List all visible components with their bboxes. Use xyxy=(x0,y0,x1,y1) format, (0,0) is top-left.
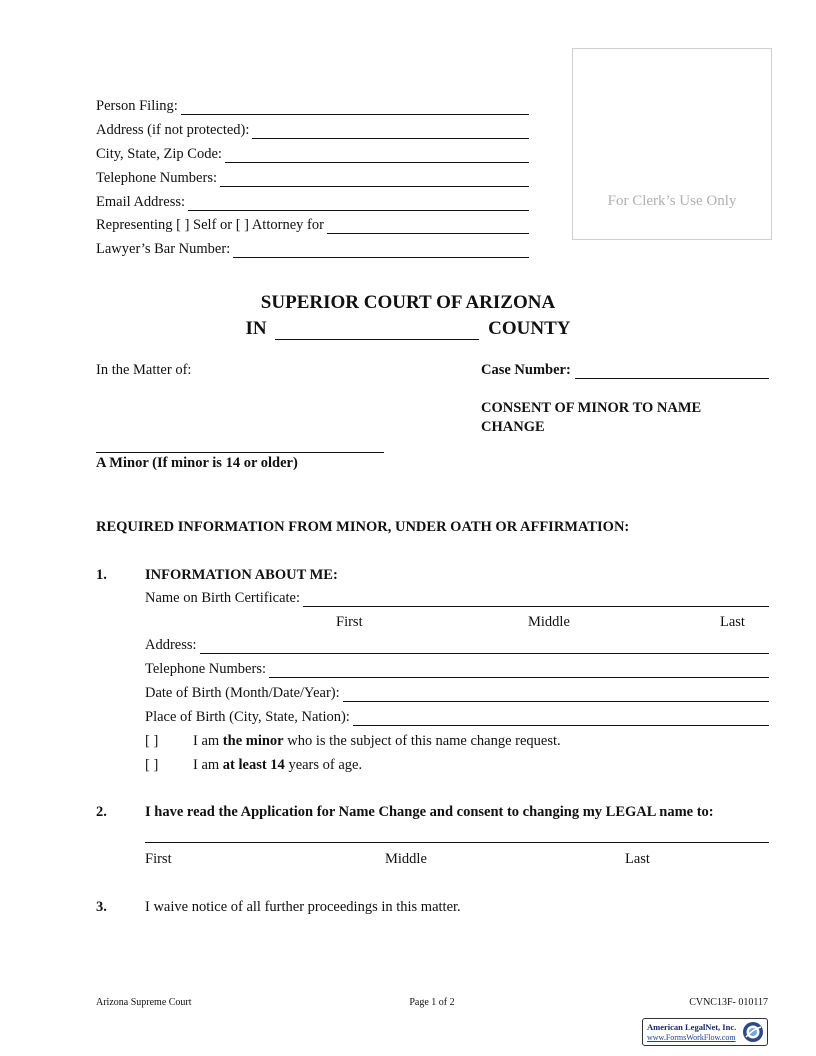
s2-first-label: First xyxy=(145,851,172,867)
new-legal-name-field[interactable] xyxy=(145,842,769,843)
pob-row xyxy=(145,708,769,726)
bar-number-row xyxy=(96,240,529,258)
pob-label: Place of Birth (City, State, Nation): xyxy=(145,709,350,725)
section3-number: 3. xyxy=(96,899,107,915)
legalnet-badge[interactable] xyxy=(642,1018,768,1046)
county-suffix: COUNTY xyxy=(488,318,571,339)
telephone-label: Telephone Numbers: xyxy=(96,170,217,186)
representing-label: Representing [ ] Self or [ ] Attorney for xyxy=(96,217,324,233)
bar-number-label: Lawyer’s Bar Number: xyxy=(96,241,231,257)
dob-label: Date of Birth (Month/Date/Year): xyxy=(145,685,340,701)
badge-company: American LegalNet, Inc. xyxy=(647,1022,737,1032)
telephone-row xyxy=(96,169,529,187)
address-label: Address (if not protected): xyxy=(96,122,250,138)
case-number-row xyxy=(481,361,769,379)
section2-number: 2. xyxy=(96,804,107,820)
county-line xyxy=(0,318,816,340)
person-filing-row xyxy=(96,97,529,115)
section2-text: I have read the Application for Name Change and consent to changing my LEGAL name to: xyxy=(145,804,714,820)
checkbox-minor[interactable]: [ ] xyxy=(145,733,159,749)
city-state-zip-label: City, State, Zip Code: xyxy=(96,146,222,162)
city-state-zip-row xyxy=(96,145,529,163)
s1-phone-field[interactable] xyxy=(269,663,769,678)
email-label: Email Address: xyxy=(96,194,186,210)
footer-page: Page 1 of 2 xyxy=(409,997,455,1008)
required-heading: REQUIRED INFORMATION FROM MINOR, UNDER OATH OR AFFIRMATION: xyxy=(96,519,630,535)
email-row xyxy=(96,193,529,211)
s1-middle-label: Middle xyxy=(528,614,570,630)
minor-name-field[interactable] xyxy=(96,452,384,453)
s1-first-label: First xyxy=(336,614,363,630)
s1-last-label: Last xyxy=(720,614,745,630)
matter-of-label: In the Matter of: xyxy=(96,362,192,378)
section1-number: 1. xyxy=(96,567,107,583)
bar-number-field[interactable] xyxy=(233,243,529,258)
birth-cert-label: Name on Birth Certificate: xyxy=(145,590,301,606)
case-number-field[interactable] xyxy=(575,364,769,379)
court-title: SUPERIOR COURT OF ARIZONA xyxy=(260,292,556,313)
s1-address-field[interactable] xyxy=(200,639,769,654)
section3-text: I waive notice of all further proceedings in this matter. xyxy=(145,899,461,915)
dob-field[interactable] xyxy=(343,687,769,702)
address-row xyxy=(96,121,529,139)
person-filing-label: Person Filing: xyxy=(96,98,178,114)
doc-title-line2: CHANGE xyxy=(481,419,545,435)
birth-cert-row xyxy=(145,589,769,607)
check-age-post: years of age. xyxy=(284,757,363,773)
section1-title: INFORMATION ABOUT ME: xyxy=(145,567,338,583)
s1-phone-row xyxy=(145,660,769,678)
check-minor-post: who is the subject of this name change request. xyxy=(283,733,561,749)
minor-label: A Minor (If minor is 14 or older) xyxy=(96,455,298,471)
doc-title-line1: CONSENT OF MINOR TO NAME xyxy=(481,400,702,416)
s1-phone-label: Telephone Numbers: xyxy=(145,661,266,677)
email-field[interactable] xyxy=(188,196,529,211)
county-prefix: IN xyxy=(245,318,267,339)
attorney-for-field[interactable] xyxy=(327,219,529,234)
check-age-pre: I am xyxy=(193,757,223,773)
clerk-use-box xyxy=(572,48,772,240)
clerk-use-label: For Clerk’s Use Only xyxy=(607,193,737,209)
badge-url[interactable]: www.FormsWorkFlow.com xyxy=(647,1033,736,1042)
s1-address-label: Address: xyxy=(145,637,197,653)
dob-row xyxy=(145,684,769,702)
check-age-bold: at least 14 xyxy=(222,757,285,773)
s1-address-row xyxy=(145,636,769,654)
city-state-zip-field[interactable] xyxy=(225,148,529,163)
case-number-label: Case Number: xyxy=(481,362,571,378)
footer-form-code: CVNC13F- 010117 xyxy=(689,997,768,1008)
checkbox-age[interactable]: [ ] xyxy=(145,757,159,773)
check-age-text xyxy=(193,756,362,774)
s2-middle-label: Middle xyxy=(385,851,427,867)
representing-row xyxy=(96,216,529,234)
check-minor-text xyxy=(193,732,561,750)
county-field[interactable] xyxy=(275,321,479,340)
s2-last-label: Last xyxy=(625,851,650,867)
check-minor-pre: I am xyxy=(193,733,223,749)
person-filing-field[interactable] xyxy=(181,100,529,115)
footer-left: Arizona Supreme Court xyxy=(96,997,192,1008)
pob-field[interactable] xyxy=(353,711,769,726)
address-field[interactable] xyxy=(252,124,529,139)
birth-cert-name-field[interactable] xyxy=(303,592,769,607)
telephone-field[interactable] xyxy=(220,172,529,187)
legalnet-logo-icon xyxy=(742,1021,764,1043)
check-minor-bold: the minor xyxy=(222,733,284,749)
